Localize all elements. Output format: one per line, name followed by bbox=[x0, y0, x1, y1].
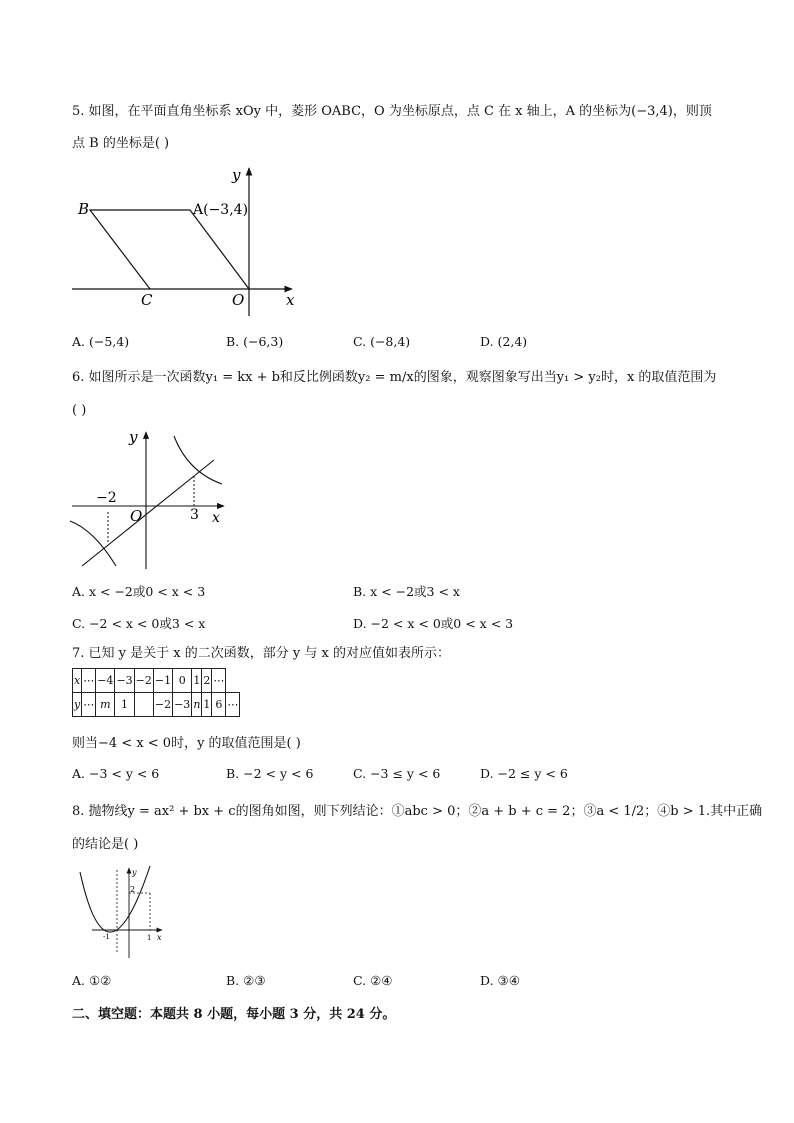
table-cell: −3 bbox=[173, 693, 192, 717]
table-cell: n bbox=[192, 693, 202, 717]
q6-label-y: y bbox=[129, 428, 138, 446]
q5-label-a: A(−3,4) bbox=[193, 202, 249, 218]
q5-label-c: C bbox=[141, 291, 153, 309]
table-cell: y bbox=[73, 693, 82, 717]
q5-label-b: B bbox=[78, 200, 90, 218]
q5-option-d[interactable]: D. (2,4) bbox=[480, 334, 528, 349]
q6-option-a[interactable]: A. x < −2或0 < x < 3 bbox=[72, 584, 206, 599]
q5-label-o: O bbox=[232, 291, 245, 309]
table-cell: −1 bbox=[153, 669, 172, 693]
q6-stem-line1: 6. 如图所示是一次函数y₁ = kx + b和反比例函数y₂ = m/x的图象，观察图象写出当y₁ > y₂时，x 的取值范围为 bbox=[72, 370, 717, 385]
q8-label-2: 2 bbox=[130, 885, 136, 894]
table-cell: 2 bbox=[202, 669, 212, 693]
q5-label-y: y bbox=[232, 166, 241, 184]
q8-option-a[interactable]: A. ①② bbox=[72, 973, 112, 988]
q6-stem-line2: ( ) bbox=[72, 403, 87, 418]
table-cell: −4 bbox=[96, 669, 115, 693]
q7-option-c[interactable]: C. −3 ≤ y < 6 bbox=[353, 766, 441, 781]
q8-stem-line1: 8. 抛物线y = ax² + bx + c的图角如图，则下列结论：①abc > 0；②a + b + c = 2；③a < 1/2；④b > 1.其中正确 bbox=[72, 804, 763, 819]
q8-option-c[interactable]: C. ②④ bbox=[353, 973, 393, 988]
q5-option-a[interactable]: A. (−5,4) bbox=[72, 334, 130, 349]
q7-option-b[interactable]: B. −2 < y < 6 bbox=[226, 766, 314, 781]
table-cell: −3 bbox=[115, 669, 134, 693]
q6-label-3: 3 bbox=[190, 507, 199, 523]
section-2-heading: 二、填空题：本题共 8 小题，每小题 3 分，共 24 分。 bbox=[72, 1007, 396, 1022]
table-cell: 1 bbox=[192, 669, 202, 693]
q6-label-o: O bbox=[130, 507, 143, 525]
table-cell bbox=[134, 693, 153, 717]
q7-value-table bbox=[72, 668, 240, 717]
table-cell: −2 bbox=[134, 669, 153, 693]
q7-stem-line2: 则当−4 < x < 0时，y 的取值范围是( ) bbox=[72, 736, 301, 751]
q5-rhombus-figure bbox=[60, 162, 310, 322]
q6-option-d[interactable]: D. −2 < x < 0或0 < x < 3 bbox=[353, 616, 514, 631]
q5-option-c[interactable]: C. (−8,4) bbox=[353, 334, 411, 349]
table-cell: ⋯ bbox=[226, 693, 240, 717]
q5-option-b[interactable]: B. (−6,3) bbox=[226, 334, 284, 349]
table-row bbox=[73, 669, 240, 693]
table-cell: m bbox=[96, 693, 115, 717]
q5-stem-line1: 5. 如图，在平面直角坐标系 xOy 中，菱形 OABC，O 为坐标原点，点 C 在 x 轴上，A 的坐标为(−3,4)，则顶 bbox=[72, 104, 712, 119]
q7-option-d[interactable]: D. −2 ≤ y < 6 bbox=[480, 766, 568, 781]
q6-hyperbola-branch-1 bbox=[174, 436, 222, 484]
table-cell: −2 bbox=[153, 693, 172, 717]
q7-stem-line1: 7. 已知 y 是关于 x 的二次函数，部分 y 与 x 的对应值如表所示： bbox=[72, 646, 450, 661]
q6-label-neg2: −2 bbox=[96, 490, 117, 506]
table-cell: ⋯ bbox=[82, 669, 96, 693]
q8-label-x: x bbox=[157, 933, 162, 942]
q5-label-x: x bbox=[286, 291, 295, 309]
table-cell: 0 bbox=[173, 669, 192, 693]
table-cell: 1 bbox=[115, 693, 134, 717]
q8-stem-line2: 的结论是( ) bbox=[72, 837, 139, 852]
q6-option-b[interactable]: B. x < −2或3 < x bbox=[353, 584, 460, 599]
table-cell: ⋯ bbox=[82, 693, 96, 717]
q6-option-c[interactable]: C. −2 < x < 0或3 < x bbox=[72, 616, 206, 631]
q8-option-b[interactable]: B. ②③ bbox=[226, 973, 266, 988]
q8-parabola bbox=[80, 866, 150, 932]
q8-label-neg1: -1 bbox=[103, 933, 110, 941]
q7-option-a[interactable]: A. −3 < y < 6 bbox=[72, 766, 160, 781]
table-cell: 6 bbox=[212, 693, 226, 717]
q8-parabola-figure bbox=[70, 862, 170, 962]
q8-label-1: 1 bbox=[147, 934, 152, 942]
table-cell: 1 bbox=[202, 693, 212, 717]
table-cell: x bbox=[73, 669, 82, 693]
table-cell: ⋯ bbox=[212, 669, 226, 693]
q5-stem-line2: 点 B 的坐标是( ) bbox=[72, 136, 170, 151]
q6-function-figure bbox=[66, 426, 236, 572]
q8-label-y: y bbox=[132, 868, 137, 877]
table-row bbox=[73, 693, 240, 717]
q6-hyperbola-branch-2 bbox=[70, 521, 116, 566]
q6-label-x: x bbox=[212, 510, 220, 526]
q8-option-d[interactable]: D. ③④ bbox=[480, 973, 520, 988]
q5-rhombus bbox=[90, 210, 249, 289]
